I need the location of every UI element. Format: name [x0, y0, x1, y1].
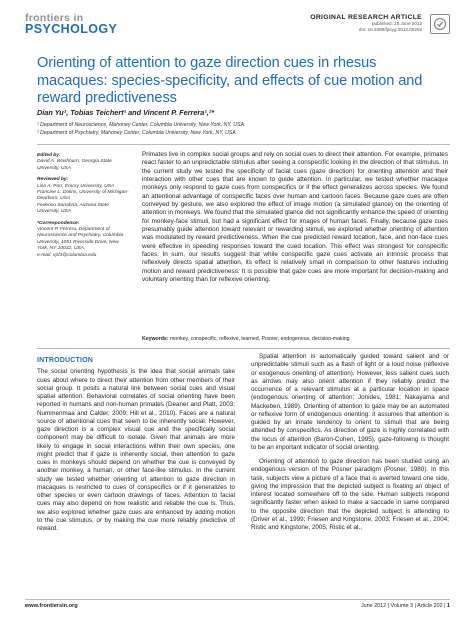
logo-bottom-text: PSYCHOLOGY: [25, 22, 118, 36]
introduction-heading: INTRODUCTION: [37, 357, 94, 364]
reviewed-by-label: Reviewed by:: [37, 177, 69, 183]
right-paragraph-2: Orienting of attention to gaze direction has been studied using an endogenous version of the Posner paradigm (Posner, 1980). In this task, subjects view a picture of a face that is averted toward one side, giving the impression that the depicted subject is fixating an object of interest located somewhere off to the side. Human subjects respond significantly faster when asked to make a saccade in same compared to the opposite direction that the depicted subject is attending to (Driver et al., 1999; Friesen and Kingstone, 2003; Friesen et al., 2004; Ristic and Kingstone, 2005; Ristic et al.,: [251, 458, 449, 531]
intro-paragraph-1: The social orienting hypothesis is the idea that social animals take cues about where to direct their attention from other members of their social group. It posits a natural link between social cues and visual spatial attention. Behavioral correlates of social orienting have been reported in humans and non-human primates (Deaner and Platt, 2003; Nummenmaa and Calder, 2009; Hill et al., 2010). Faces are a natural source of attentional cues that seem to be inherently social. However, gaze direction is a complex visual cue and the specifically social component may be difficult to isolate. Given that animals are more likely to engage in social interactions within their own species, one might predict that if gaze is inherently social, then attention to gaze cues in monkeys should depend on whether the cue is conveyed by another monkey, a human, or other face-like stimulus. In the current study we tested whether orienting of attention to gaze direction in macaques is restricted to cues of conspecifics or if it generalizes to other species or even cartoon drawings of faces. Attention to facial cues may also depend on how realistic and reliable the cue is. Thus, we also explored whether gaze cues are enhanced by adding motion to the cue stimulus, or by making the cue more reliably predictive of reward.: [37, 368, 235, 532]
footer-divider: [25, 599, 450, 600]
right-paragraph-1: Spatial attention is automatically guided toward salient and or unpredictable stimuli such as a flash of light or a loud noise (reflexive or exogenous orienting of attention). However, less salient cues such as arrows may also orient attention if they reliably predict the occurrence of a relevant stimulus at a particular location in space (endogenous orienting of attention; Jonides, 1981; Nakayama and Mackeben, 1989). Orienting of attention to gaze may be an automated or reflexive form of endogenous orienting: it assumes that attention is guided by an innate tendency to orient to stimuli that are being attended by conspecifics. As direction of gaze is highly correlated with the locus of attention (Baron-Cohen, 1995), gaze-following is thought to be an important indicator of social orienting.: [251, 353, 449, 451]
author-list: Dian Yu¹, Tobias Teichert¹ and Vincent P. Ferrera¹,²*: [37, 108, 215, 117]
affiliation-1: ¹ Department of Neuroscience, Mahoney Center, Columbia University, New York, NY, USA: [37, 122, 244, 128]
editorial-sidebar: [37, 153, 129, 264]
affiliation-2: ² Department of Psychiatry, Mahoney Center, Columbia University, New York, NY, USA: [37, 130, 236, 136]
edited-by-label: Edited by:: [37, 153, 61, 158]
abstract-divider: [37, 348, 450, 349]
doi: doi: 10.3389/fpsyg.2012.00202: [358, 27, 422, 32]
affiliations: [37, 121, 244, 137]
correspondence-value: Vincent P. Ferrera, Department of Neuroscience and Psychiatry, Columbia University, 1051 Riverside Drive, New York, NY 10032, USA. e-mail: vpf3@columbia.edu: [37, 227, 124, 258]
right-column: [251, 353, 449, 532]
keywords-label: Keywords:: [142, 336, 169, 342]
footer-issue-text: June 2012 | Volume 3 | Article 202 |: [360, 603, 446, 609]
keywords-list: monkey, conspecific, reflexive, learned, Posner, endogenous, decision-making: [169, 336, 350, 342]
article-header: [310, 14, 422, 33]
keywords: [142, 336, 448, 342]
logo-top-text: frontiers in: [25, 12, 84, 24]
published-date: published: 25 June 2012: [371, 21, 422, 26]
footer-url[interactable]: www.frontiersin.org: [25, 603, 78, 609]
reviewed-by-value: Lisa A. Parr, Emory University, USA Francine L. Dolins, University of Michigan-Dearborn, USA Federico Sanabria, Arizona State University, USA: [37, 183, 129, 215]
left-column: [37, 357, 235, 533]
journal-logo: [25, 12, 118, 36]
footer-issue: [361, 603, 450, 609]
abstract: Primates live in complex social groups and rely on social cues to direct their attention. For example, primates react faster to an unpredictable stimulus after seeing a conspecific looking in the direction of that stimulus. In the current study we tested the specificity of facial cues (gaze direction) for orienting attention and their interaction with other cues that are known to guide attention. In particular, we tested whether macaque monkeys only respond to gaze cues from conspecifics or if the effect generalizes across species. We found an attentional advantage of conspecific faces over human and cartoon faces. Because gaze cues are often conveyed by gesture, we also explored the effect of image motion (a simulated glance) on the orienting of attention in monkeys. We found that the simulated glance did not significantly enhance the speed of orienting for monkey-face stimuli, but had a significant effect for images of human faces. Finally, because gaze cues presumably guide attention toward relevant or rewarding stimuli, we explored whether orienting of attention was modulated by reward predictiveness. When the cue predicted reward location, face, and non-face cues were effective in speeding responses toward the cued location. This effect was strongest for conspecific faces. In sum, our results suggest that while conspecific gaze cues activate an intrinsic process that reflexively directs spatial attention, its effect is relatively small in comparison to other features including motion and reward predictiveness. It is possible that gaze cues are more important for decision-making and voluntary orienting than for reflexive orienting.: [142, 151, 448, 284]
article-type: ORIGINAL RESEARCH ARTICLE: [310, 14, 422, 21]
edited-by-value: David A. Washburn, Georgia State University, USA: [37, 159, 112, 171]
crossmark-icon[interactable]: [430, 14, 450, 34]
correspondence-label: *Correspondence:: [37, 220, 80, 226]
page-number: 1: [447, 603, 450, 609]
header-divider: [37, 144, 450, 145]
article-title: Orienting of attention to gaze direction cues in rhesus macaques: species-specificity, and effects of cue motion and reward predictiveness: [37, 55, 423, 106]
